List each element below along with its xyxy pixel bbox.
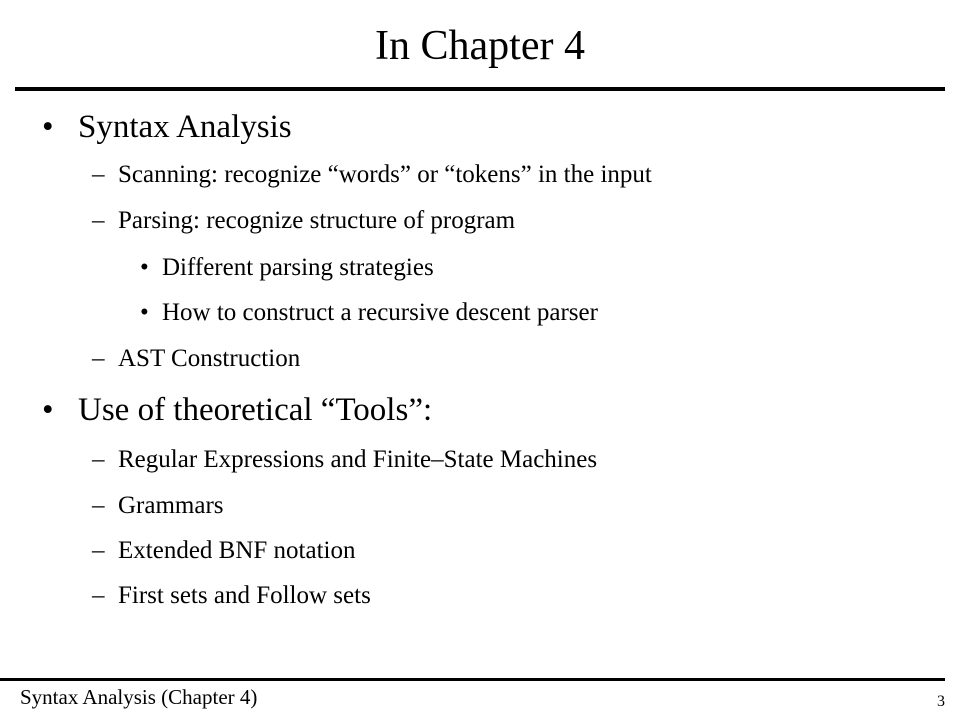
- subbullet-text: Parsing: recognize structure of program: [118, 207, 516, 234]
- subbullet-text: Regular Expressions and Finite–State Machines: [118, 446, 598, 473]
- subbullet-text: First sets and Follow sets: [118, 582, 371, 609]
- dash-marker: –: [92, 207, 105, 234]
- bullet-marker: •: [140, 299, 149, 326]
- subsubbullet-text: How to construct a recursive descent parser: [162, 299, 598, 326]
- subbullet-text: Extended BNF notation: [118, 537, 356, 564]
- dash-marker: –: [92, 345, 105, 372]
- subbullet-text: Grammars: [118, 492, 224, 519]
- bullet-marker: •: [42, 392, 54, 428]
- subsubbullet-text: Different parsing strategies: [162, 254, 434, 281]
- slide-title: In Chapter 4: [375, 23, 585, 69]
- bullet-text: Syntax Analysis: [78, 109, 292, 145]
- subbullet-text: AST Construction: [118, 345, 301, 372]
- bullet-marker: •: [140, 254, 149, 281]
- bullet-marker: •: [42, 109, 54, 145]
- footer-divider: [0, 678, 945, 681]
- title-divider: [15, 87, 945, 91]
- dash-marker: –: [92, 582, 105, 609]
- dash-marker: –: [92, 537, 105, 564]
- footer-title: Syntax Analysis (Chapter 4): [20, 685, 258, 709]
- subbullet-text: Scanning: recognize “words” or “tokens” in the input: [118, 161, 652, 188]
- bullet-text: Use of theoretical “Tools”:: [78, 392, 433, 428]
- page-number: 3: [937, 693, 945, 710]
- dash-marker: –: [92, 492, 105, 519]
- dash-marker: –: [92, 161, 105, 188]
- dash-marker: –: [92, 446, 105, 473]
